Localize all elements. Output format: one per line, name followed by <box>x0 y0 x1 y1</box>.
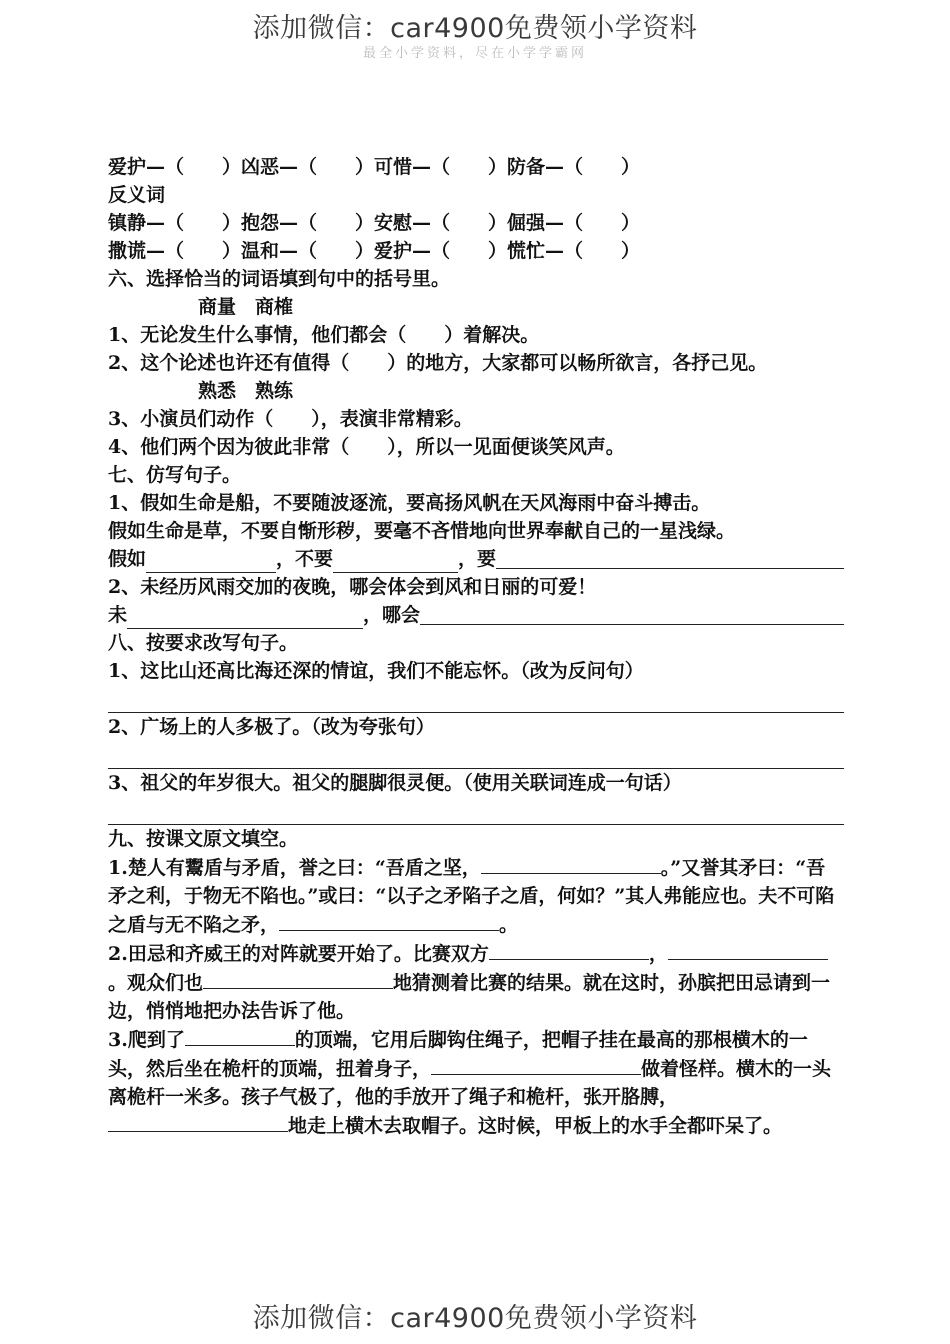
imitate-line-1: 假如 ，不要 ，要 <box>108 545 844 573</box>
question-6-2: 2、这个论述也许还有值得（ ）的地方，大家都可以畅所欲言，各抒己见。 <box>108 352 768 374</box>
model-sentence-1b: 假如生命是草，不要自惭形秽，要毫不吝惜地向世界奉献自己的一星浅绿。 <box>108 520 736 542</box>
word-choices-2: 熟悉 熟练 <box>198 380 294 402</box>
answer-blank[interactable] <box>108 1111 288 1132</box>
answer-blank[interactable] <box>481 853 661 874</box>
worksheet <box>108 153 844 1140</box>
answer-line[interactable] <box>108 685 844 713</box>
synonym-row: 爱护—（ ）凶恶—（ ）可惜—（ ）防备—（ ） <box>108 156 641 178</box>
answer-blank[interactable] <box>127 608 363 629</box>
answer-blank[interactable] <box>420 604 844 625</box>
question-6-4: 4、他们两个因为彼此非常（ ），所以一见面便谈笑风声。 <box>108 436 625 458</box>
answer-line[interactable] <box>108 797 844 825</box>
question-6-1: 1、无论发生什么事情，他们都会（ ）着解决。 <box>108 324 540 346</box>
answer-blank[interactable] <box>279 910 499 931</box>
question-8-2: 2、广场上的人多极了。（改为夸张句） <box>108 716 435 738</box>
section-8-heading: 八、按要求改写句子。 <box>108 632 299 654</box>
model-sentence-1a: 1、假如生命是船，不要随波逐流，要高扬风帆在天风海雨中奋斗搏击。 <box>108 492 711 514</box>
answer-blank[interactable] <box>489 939 649 960</box>
question-6-3: 3、小演员们动作（ ），表演非常精彩。 <box>108 408 473 430</box>
watermark-bottom: 添加微信：car4900免费领小学资料 <box>252 1303 698 1334</box>
antonym-heading: 反义词 <box>108 184 166 206</box>
antonym-row-1: 镇静—（ ）抱怨—（ ）安慰—（ ）倔强—（ ） <box>108 212 641 234</box>
imitate-line-2: 未 ，哪会 <box>108 601 844 629</box>
passage-9-2: 2.田忌和齐威王的对阵就要开始了。比赛双方 ，。观众们也 地猜测着比赛的结果。就在这时，孙膑把田忌请到一边，悄悄地把办法告诉了他。 <box>108 939 844 1025</box>
section-6-heading: 六、选择恰当的词语填到句中的括号里。 <box>108 268 451 290</box>
word-choices-1: 商量 商榷 <box>198 296 294 318</box>
model-sentence-2: 2、未经历风雨交加的夜晚，哪会体会到风和日丽的可爱！ <box>108 576 597 598</box>
answer-blank[interactable] <box>431 1054 641 1075</box>
answer-blank[interactable] <box>333 552 458 573</box>
passage-9-1: 1.楚人有鬻盾与矛盾，誉之曰：“吾盾之坚， 。”又誉其矛曰：“吾矛之利，于物无不陷也。”或曰：“以子之矛陷子之盾，何如？”其人弗能应也。夫不可陷之盾与无不陷之矛， 。 <box>108 853 844 939</box>
answer-line[interactable] <box>108 741 844 769</box>
passage-9-3: 3.爬到了 的顶端，它用后脚钩住绳子，把帽子挂在最高的那根横木的一头，然后坐在桅杆的顶端，扭着身子， 做着怪样。横木的一头离桅杆一米多。孩子气极了，他的手放开了绳子和桅杆，张开胳膊，地走上横木去取帽子。这时候，甲板上的水手全都吓呆了。 <box>108 1025 844 1140</box>
antonym-row-2: 撒谎—（ ）温和—（ ）爱护—（ ）慌忙—（ ） <box>108 240 641 262</box>
answer-blank[interactable] <box>496 548 844 569</box>
answer-blank[interactable] <box>185 1025 295 1046</box>
section-7-heading: 七、仿写句子。 <box>108 464 242 486</box>
section-9-heading: 九、按课文原文填空。 <box>108 828 299 850</box>
question-8-3: 3、祖父的年岁很大。祖父的腿脚很灵便。（使用关联词连成一句话） <box>108 772 682 794</box>
question-8-1: 1、这比山还高比海还深的情谊，我们不能忘怀。（改为反问句） <box>108 660 644 682</box>
answer-blank[interactable] <box>203 968 393 989</box>
watermark-faint: 最全小学资料，尽在小学学霸网 <box>362 46 587 61</box>
answer-blank[interactable] <box>146 552 276 573</box>
watermark-top: 添加微信：car4900免费领小学资料 <box>252 13 698 44</box>
answer-blank[interactable] <box>668 939 828 960</box>
